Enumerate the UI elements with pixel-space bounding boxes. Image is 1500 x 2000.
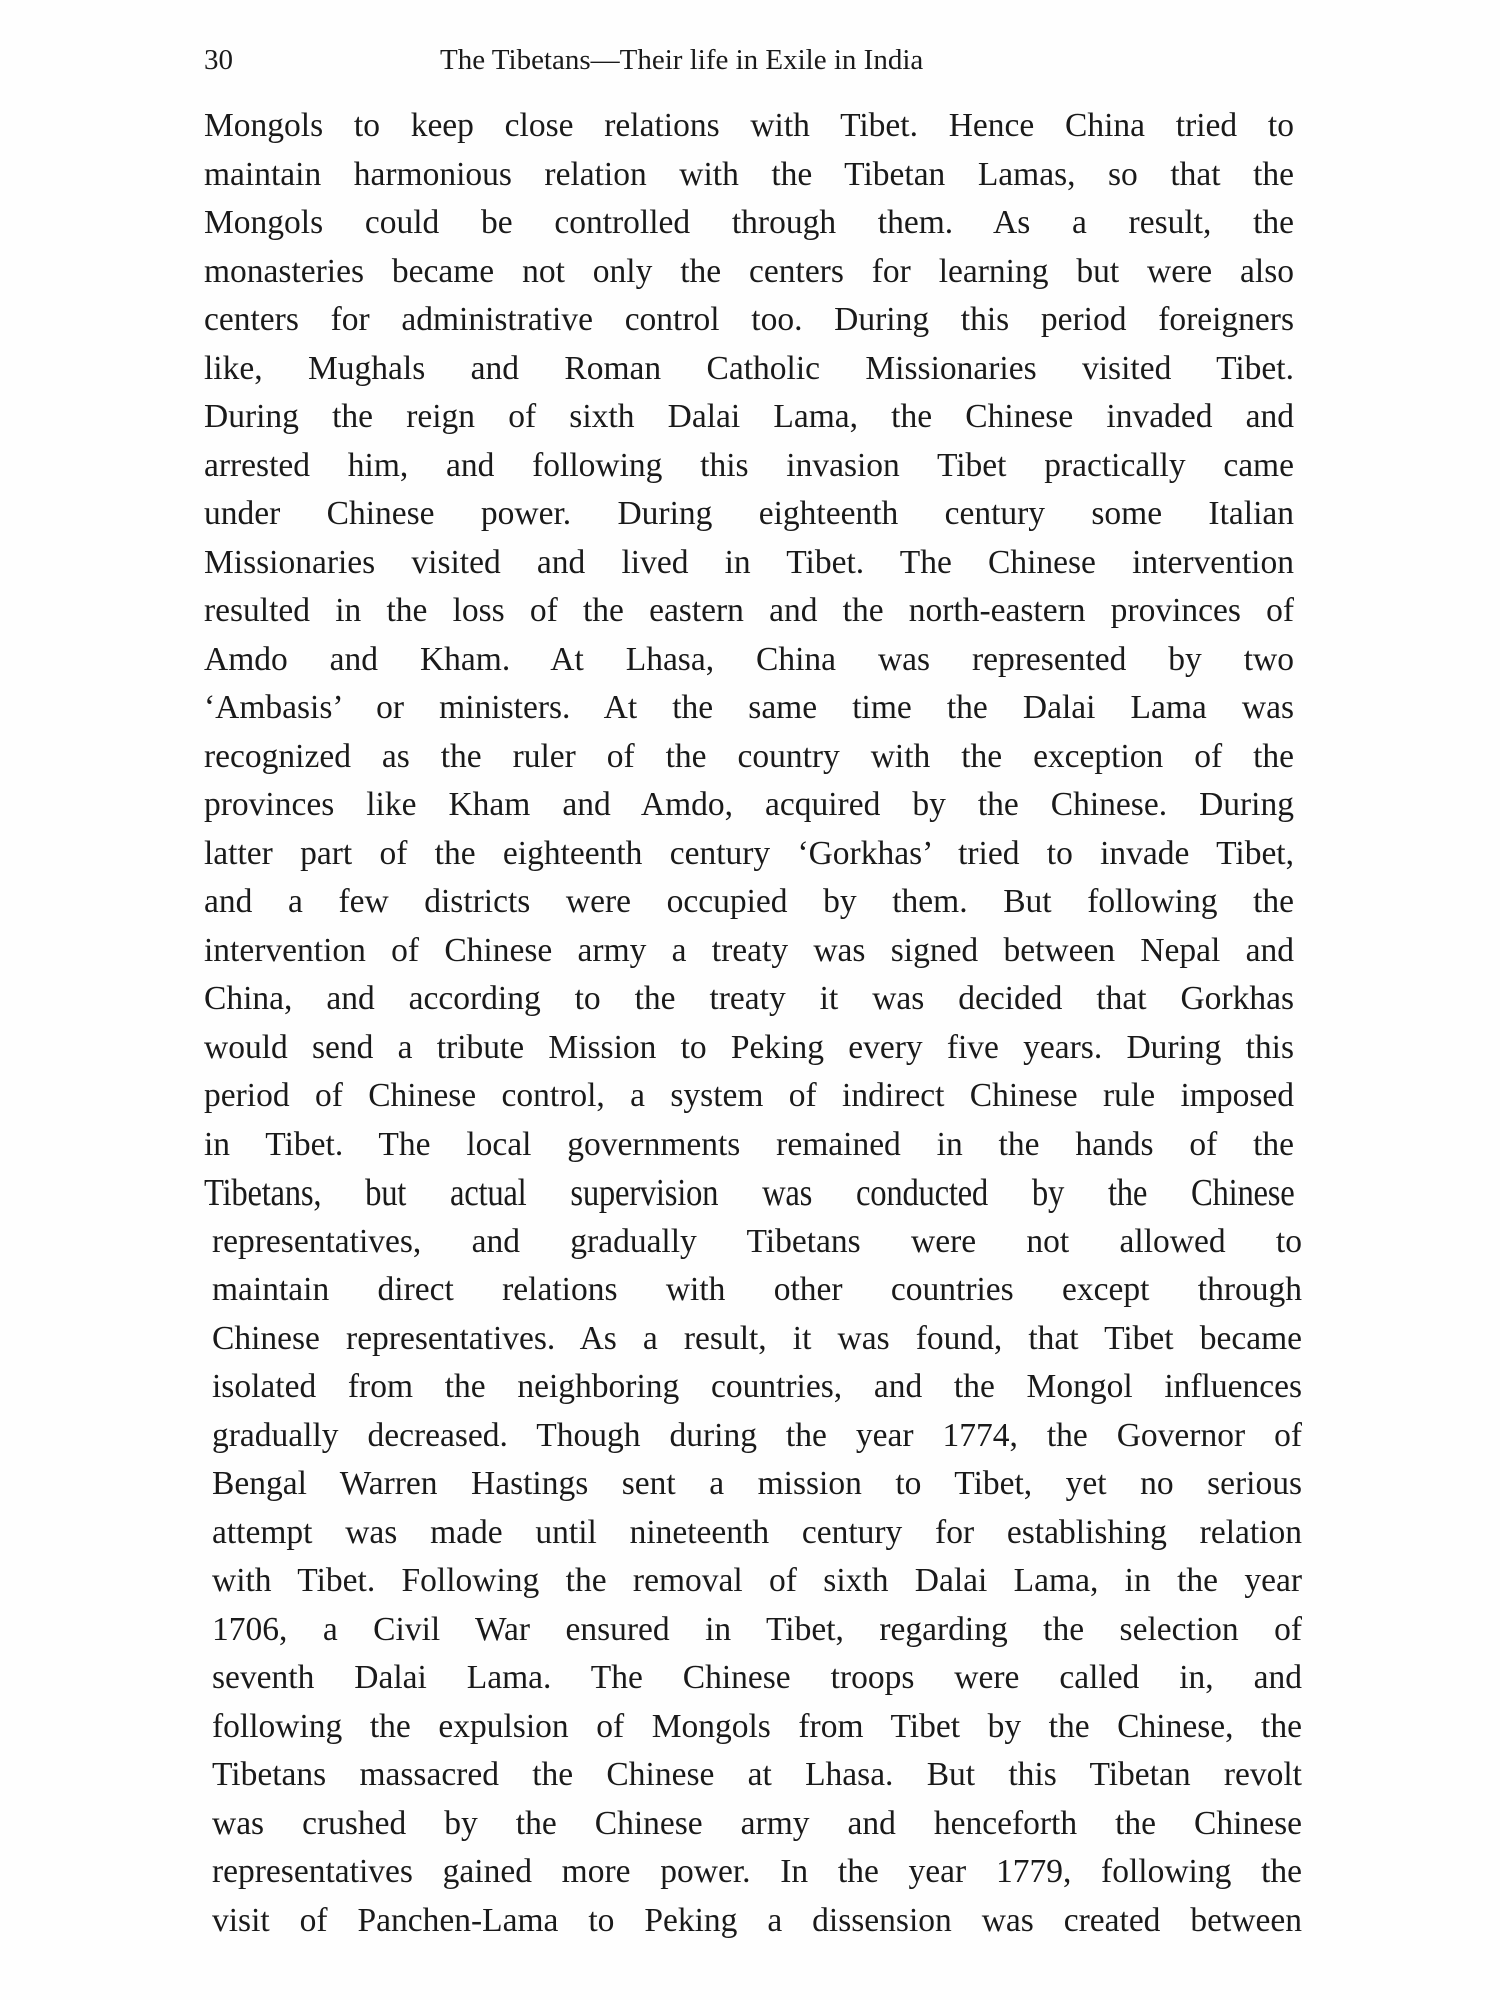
page-header — [204, 42, 1304, 78]
text-line: maintain direct relations with other countries except through — [212, 1271, 1302, 1308]
text-line: visit of Panchen-Lama to Peking a dissension was created between — [212, 1901, 1302, 1939]
text-line: Chinese representatives. As a result, it was found, that Tibet became — [212, 1319, 1302, 1357]
text-line: period of Chinese control, a system of indirect Chinese rule imposed — [204, 1077, 1294, 1114]
text-line: seventh Dalai Lama. The Chinese troops were called in, and — [212, 1659, 1302, 1696]
text-line: arrested him, and following this invasion Tibet practically came — [204, 446, 1294, 484]
text-line: provinces like Kham and Amdo, acquired by the Chinese. During — [204, 786, 1294, 823]
text-line: Mongols could be controlled through them. As a result, the — [204, 204, 1294, 241]
text-line: isolated from the neighboring countries, and the Mongol influences — [212, 1368, 1302, 1405]
body-text — [204, 102, 1302, 1945]
text-line: Mongols to keep close relations with Tibet. Hence China tried to — [204, 107, 1294, 144]
text-line: like, Mughals and Roman Catholic Missionaries visited Tibet. — [204, 349, 1294, 387]
text-line: representatives, and gradually Tibetans were not allowed to — [212, 1222, 1302, 1260]
text-line: would send a tribute Mission to Peking every five years. During this — [204, 1028, 1294, 1066]
text-line: with Tibet. Following the removal of sixth Dalai Lama, in the year — [212, 1562, 1302, 1599]
text-line: 1706, a Civil War ensured in Tibet, regarding the selection of — [212, 1610, 1302, 1648]
text-line: under Chinese power. During eighteenth century some Italian — [204, 495, 1294, 532]
text-line: Missionaries visited and lived in Tibet. The Chinese intervention — [204, 543, 1294, 581]
text-line: and a few districts were occupied by them. But following the — [204, 883, 1294, 920]
text-line: China, and according to the treaty it was decided that Gorkhas — [204, 980, 1294, 1017]
text-line: maintain harmonious relation with the Tibetan Lamas, so that the — [204, 155, 1294, 193]
text-line: ‘Ambasis’ or ministers. At the same time the Dalai Lama was — [204, 689, 1294, 726]
text-line: intervention of Chinese army a treaty was signed between Nepal and — [204, 931, 1294, 969]
text-line: resulted in the loss of the eastern and the north-eastern provinces of — [204, 592, 1294, 629]
text-line: Tibetans, but actual supervision was conducted by the Chinese — [204, 1172, 1295, 1214]
text-line: was crushed by the Chinese army and henceforth the Chinese — [212, 1804, 1302, 1842]
text-line: in Tibet. The local governments remained in the hands of the — [204, 1125, 1294, 1163]
text-line: centers for administrative control too. During this period foreigners — [204, 301, 1294, 338]
text-line: Tibetans massacred the Chinese at Lhasa. But this Tibetan revolt — [212, 1756, 1302, 1793]
text-line: attempt was made until nineteenth century for establishing relation — [212, 1513, 1302, 1551]
running-title: The Tibetans—Their life in Exile in India — [440, 44, 924, 76]
text-line: monasteries became not only the centers for learning but were also — [204, 252, 1294, 290]
text-line: representatives gained more power. In the year 1779, following the — [212, 1853, 1302, 1890]
text-line: following the expulsion of Mongols from Tibet by the Chinese, the — [212, 1707, 1302, 1745]
text-line: latter part of the eighteenth century ‘Gorkhas’ tried to invade Tibet, — [204, 834, 1294, 872]
text-line: recognized as the ruler of the country with the exception of the — [204, 737, 1294, 775]
text-line: gradually decreased. Though during the year 1774, the Governor of — [212, 1416, 1302, 1454]
text-line: During the reign of sixth Dalai Lama, the Chinese invaded and — [204, 398, 1294, 435]
text-line: Amdo and Kham. At Lhasa, China was represented by two — [204, 640, 1294, 678]
page-number: 30 — [204, 44, 233, 76]
text-line: Bengal Warren Hastings sent a mission to Tibet, yet no serious — [212, 1465, 1302, 1502]
